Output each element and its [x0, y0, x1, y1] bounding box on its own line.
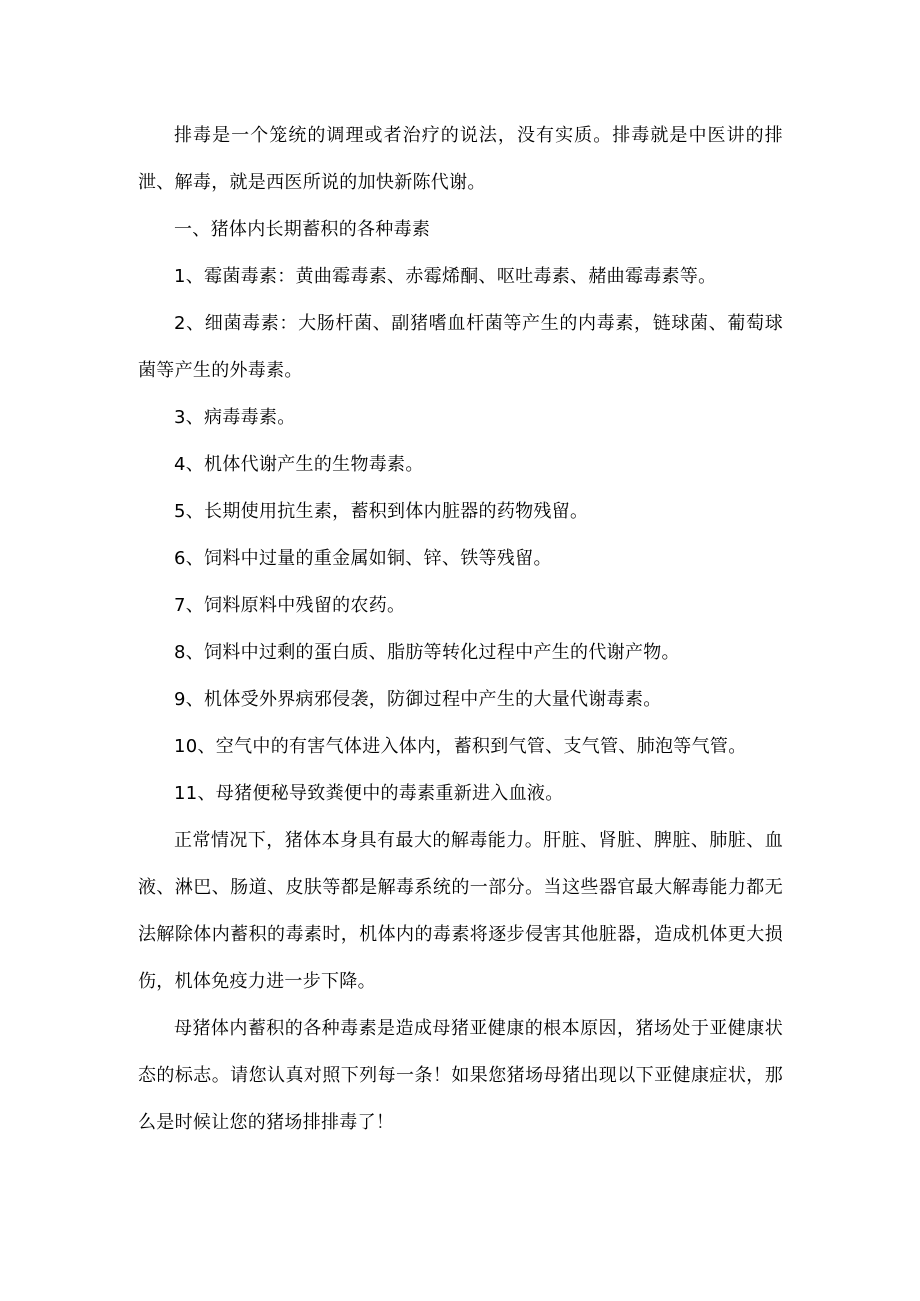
- list-item: 7、饲料原料中残留的农药。: [174, 595, 406, 616]
- document-body: [138, 112, 783, 1146]
- list-item: 8、饲料中过剩的蛋白质、脂肪等转化过程中产生的代谢产物。: [174, 642, 680, 663]
- list-item: 4、机体代谢产生的生物毒素。: [174, 454, 424, 475]
- section-heading: 一、猪体内长期蓄积的各种毒素: [174, 219, 431, 240]
- list-item: 11、母猪便秘导致粪便中的毒素重新进入血液。: [174, 783, 564, 804]
- list-item: 3、病毒毒素。: [174, 407, 296, 428]
- body-paragraph: 正常情况下，猪体本身具有最大的解毒能力。肝脏、肾脏、脾脏、肺脏、血液、淋巴、肠道、皮肤等都是解毒系统的一部分。当这些器官最大解毒能力都无法解除体内蓄积的毒素时，机体内的毒素将逐步侵害其他脏器，造成机体更大损伤，机体免疫力进一步下降。: [138, 830, 783, 992]
- list-item: 1、霉菌毒素：黄曲霉毒素、赤霉烯酮、呕吐毒素、赭曲霉毒素等。: [174, 266, 717, 287]
- list-item: 2、细菌毒素：大肠杆菌、副猪嗜血杆菌等产生的内毒素，链球菌、葡萄球菌等产生的外毒素。: [138, 313, 783, 381]
- list-item: 6、饲料中过量的重金属如铜、锌、铁等残留。: [174, 548, 552, 569]
- closing-paragraph: 母猪体内蓄积的各种毒素是造成母猪亚健康的根本原因，猪场处于亚健康状态的标志。请您认真对照下列每一条！如果您猪场母猪出现以下亚健康症状，那么是时候让您的猪场排排毒了！: [138, 1018, 783, 1133]
- intro-paragraph: 排毒是一个笼统的调理或者治疗的说法，没有实质。排毒就是中医讲的排泄、解毒，就是西医所说的加快新陈代谢。: [138, 125, 783, 193]
- list-item: 9、机体受外界病邪侵袭，防御过程中产生的大量代谢毒素。: [174, 689, 662, 710]
- list-item: 10、空气中的有害气体进入体内，蓄积到气管、支气管、肺泡等气管。: [174, 736, 747, 757]
- list-item: 5、长期使用抗生素，蓄积到体内脏器的药物残留。: [174, 501, 589, 522]
